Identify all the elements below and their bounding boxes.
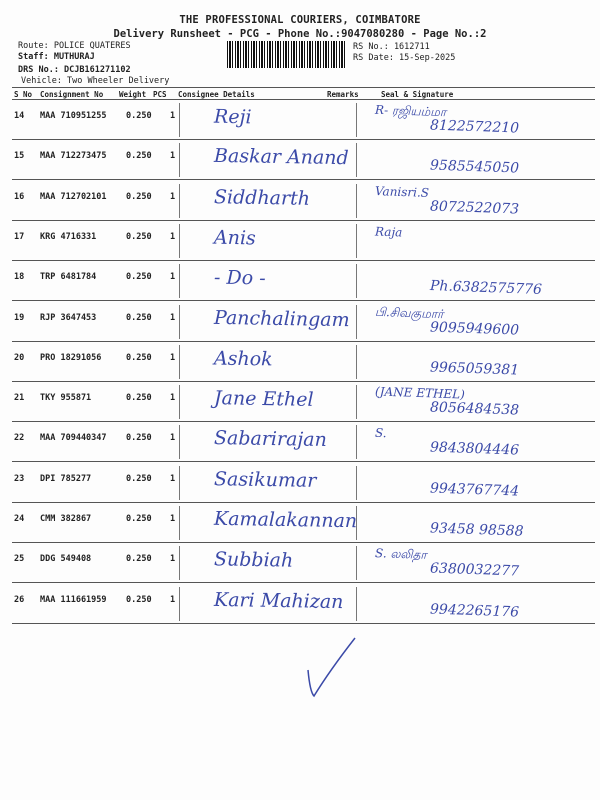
row-consignment: MAA 712273475 xyxy=(40,151,107,162)
row-pcs: 1 xyxy=(170,594,176,605)
table-row xyxy=(0,463,600,503)
row-pcs: 1 xyxy=(170,312,176,323)
row-sno: 19 xyxy=(14,312,25,323)
consignee-name: Kari Mahizan xyxy=(213,588,344,613)
table-row xyxy=(0,302,600,342)
signature: S. லலிதா xyxy=(374,546,427,563)
consignee-box xyxy=(179,224,357,258)
phone-number: 8056484538 xyxy=(429,399,520,419)
row-consignment: DPI 785277 xyxy=(40,473,92,484)
consignee-name: Sabarirajan xyxy=(213,427,328,452)
row-consignment: CMM 382867 xyxy=(40,514,92,524)
row-pcs: 1 xyxy=(170,473,176,484)
consignee-name: Subbiah xyxy=(213,548,294,572)
phone-number: 9965059381 xyxy=(429,359,520,379)
phone-number: 9095949600 xyxy=(429,318,520,339)
row-weight: 0.250 xyxy=(126,393,152,404)
row-sno: 23 xyxy=(14,473,25,484)
row-sno: 18 xyxy=(14,272,25,283)
vehicle-label: Vehicle: Two Wheeler Delivery xyxy=(21,76,170,86)
consignee-box xyxy=(179,264,357,298)
runsheet-subtitle: Delivery Runsheet - PCG - Phone No.:9047080280 - Page No.:2 xyxy=(113,28,487,40)
table-row xyxy=(0,382,600,422)
row-pcs: 1 xyxy=(170,514,176,524)
row-sno: 25 xyxy=(14,554,25,565)
consignee-name: Jane Ethel xyxy=(213,387,314,411)
row-weight: 0.250 xyxy=(126,312,152,323)
consignee-name: Sasikumar xyxy=(213,467,317,492)
row-pcs: 1 xyxy=(170,433,176,444)
row-pcs: 1 xyxy=(170,554,176,565)
row-sno: 20 xyxy=(14,352,25,363)
row-weight: 0.250 xyxy=(126,111,152,121)
col-consignee: Consignee Details xyxy=(178,90,255,99)
consignee-name: Ashok xyxy=(213,347,273,371)
phone-number: 9943767744 xyxy=(429,480,520,500)
signature: Vanisri.S xyxy=(374,183,430,200)
row-sno: 16 xyxy=(14,191,25,202)
table-row xyxy=(0,342,600,382)
consignee-name: Kamalakannan xyxy=(213,507,358,533)
row-consignment: MAA 709440347 xyxy=(40,433,107,444)
table-row xyxy=(0,261,600,301)
row-sno: 17 xyxy=(14,231,25,242)
signature: Raja xyxy=(374,224,403,240)
row-sno: 15 xyxy=(14,151,25,162)
row-consignment: MAA 710951255 xyxy=(40,111,107,121)
table-row xyxy=(0,100,600,140)
col-seal: Seal & Signature xyxy=(381,90,454,99)
row-consignment: MAA 712702101 xyxy=(40,191,107,202)
row-pcs: 1 xyxy=(170,151,176,162)
row-weight: 0.250 xyxy=(126,272,152,283)
row-pcs: 1 xyxy=(170,352,176,363)
signature: S. xyxy=(374,426,387,441)
row-pcs: 1 xyxy=(170,393,176,404)
row-weight: 0.250 xyxy=(126,514,152,524)
row-sno: 24 xyxy=(14,514,25,524)
row-consignment: DDG 549408 xyxy=(40,554,92,565)
row-weight: 0.250 xyxy=(126,352,152,363)
route-label: Route: POLICE QUATERES xyxy=(18,41,131,51)
row-sno: 21 xyxy=(14,393,25,404)
col-weight: Weight xyxy=(119,90,147,99)
row-consignment: PRO 18291056 xyxy=(40,352,102,363)
row-pcs: 1 xyxy=(170,111,176,121)
row-weight: 0.250 xyxy=(126,554,152,565)
consignee-box xyxy=(179,103,357,137)
row-weight: 0.250 xyxy=(126,191,152,202)
consignee-name: - Do - xyxy=(213,266,266,290)
phone-number: Ph.6382575776 xyxy=(429,278,543,299)
row-consignment: KRG 4716331 xyxy=(40,231,97,242)
col-consignment: Consignment No xyxy=(40,90,104,99)
row-consignment: RJP 3647453 xyxy=(40,312,97,323)
row-pcs: 1 xyxy=(170,272,176,283)
col-pcs: PCS xyxy=(153,90,167,99)
table-row xyxy=(0,221,600,261)
table-row xyxy=(0,181,600,221)
row-weight: 0.250 xyxy=(126,231,152,242)
rs-number: RS No.: 1612711 xyxy=(353,42,430,52)
table-top-rule xyxy=(12,87,595,88)
signature: (JANE ETHEL) xyxy=(374,384,466,402)
row-rule xyxy=(12,623,595,624)
signature: R- ரஜியம்மா xyxy=(374,102,447,120)
phone-number: 8122572210 xyxy=(429,117,520,137)
phone-number: 6380032277 xyxy=(429,560,520,580)
phone-number: 9843804446 xyxy=(429,439,520,459)
staff-label: Staff: MUTHURAJ xyxy=(18,52,95,62)
row-weight: 0.250 xyxy=(126,433,152,444)
table-row xyxy=(0,422,600,462)
company-title: THE PROFESSIONAL COURIERS, COIMBATORE xyxy=(179,14,421,26)
barcode xyxy=(227,41,347,68)
table-row xyxy=(0,584,600,624)
row-pcs: 1 xyxy=(170,231,176,242)
check-mark-icon xyxy=(300,630,360,700)
col-sno: S No xyxy=(14,90,33,99)
consignee-name: Reji xyxy=(213,105,252,129)
table-row xyxy=(0,503,600,543)
consignee-name: Siddharth xyxy=(213,185,311,210)
row-consignment: TRP 6481784 xyxy=(40,272,97,283)
signature: பி.சிவகுமார் xyxy=(374,304,444,321)
consignee-name: Baskar Anand xyxy=(213,145,349,170)
row-pcs: 1 xyxy=(170,191,176,202)
drs-label: DRS No.: DCJB161271102 xyxy=(18,65,131,75)
col-remarks: Remarks xyxy=(327,90,359,99)
phone-number: 9942265176 xyxy=(429,601,520,621)
consignee-name: Anis xyxy=(213,226,256,250)
row-weight: 0.250 xyxy=(126,594,152,605)
row-weight: 0.250 xyxy=(126,473,152,484)
phone-number: 8072522073 xyxy=(429,198,520,218)
rs-date: RS Date: 15-Sep-2025 xyxy=(353,53,456,63)
row-consignment: TKY 955871 xyxy=(40,393,92,404)
phone-number: 93458 98588 xyxy=(429,520,524,540)
phone-number: 9585545050 xyxy=(429,157,520,177)
row-sno: 26 xyxy=(14,594,25,605)
row-sno: 14 xyxy=(14,111,25,121)
row-sno: 22 xyxy=(14,433,25,444)
row-consignment: MAA 111661959 xyxy=(40,594,107,605)
row-weight: 0.250 xyxy=(126,151,152,162)
consignee-name: Panchalingam xyxy=(213,306,350,331)
table-row xyxy=(0,543,600,583)
table-row xyxy=(0,140,600,180)
